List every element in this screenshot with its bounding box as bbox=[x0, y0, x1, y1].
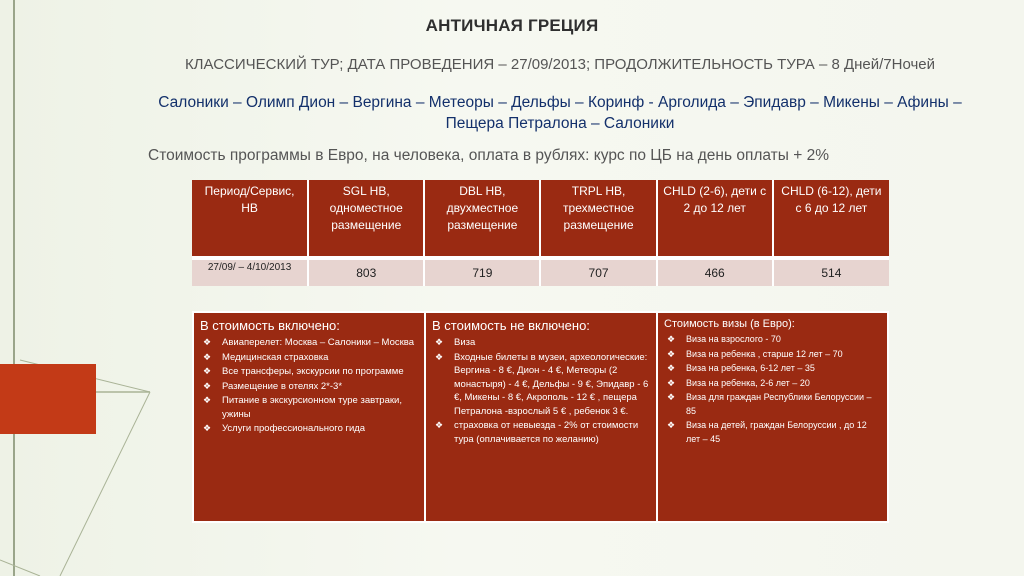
visa-title: Стоимость визы (в Евро): bbox=[664, 318, 795, 330]
diamond-bullet-icon: ❖ bbox=[435, 420, 444, 430]
list-item: ❖ Медицинская страховка bbox=[203, 351, 329, 363]
diamond-bullet-icon: ❖ bbox=[667, 377, 676, 388]
price-table-header-row bbox=[192, 180, 889, 258]
list-item: ❖ Виза на ребенка, 2-6 лет – 20 bbox=[664, 377, 881, 391]
cell-chld-2-6-price: 466 bbox=[657, 258, 773, 286]
list-item: ❖ Виза на ребенка , старше 12 лет – 70 bbox=[664, 348, 881, 362]
list-item: ❖ страховка от невыезда - 2% от стоимости тура (оплачивается по желанию) bbox=[435, 420, 639, 445]
price-table bbox=[192, 180, 889, 286]
list-item: ❖ Виза на детей, граждан Белоруссии , до 12 лет – 45 bbox=[667, 420, 867, 444]
tour-subtitle: КЛАССИЧЕСКИЙ ТУР; ДАТА ПРОВЕДЕНИЯ – 27/09/2013; ПРОДОЛЖИТЕЛЬНОСТЬ ТУРА – 8 Дней/7Ночей bbox=[184, 56, 936, 73]
not-included-title: В стоимость не включено: bbox=[432, 318, 590, 333]
price-note: Стоимость программы в Евро, на человека, оплата в рублях: курс по ЦБ на день оплаты + 2% bbox=[148, 147, 829, 164]
diamond-bullet-icon: ❖ bbox=[203, 351, 212, 362]
diamond-bullet-icon: ❖ bbox=[667, 348, 676, 359]
included-box bbox=[194, 313, 424, 521]
header-period: Период/Сервис, НВ bbox=[192, 180, 308, 258]
list-item: ❖ Все трансферы, экскурсии по программе bbox=[203, 366, 404, 377]
list-item: ❖ Виза на взрослого - 70 bbox=[664, 333, 881, 347]
diamond-bullet-icon: ❖ bbox=[667, 363, 676, 373]
diamond-bullet-icon: ❖ bbox=[203, 380, 212, 391]
diamond-bullet-icon: ❖ bbox=[435, 351, 444, 362]
header-sgl: SGL HB, одноместное размещение bbox=[308, 180, 424, 258]
cell-sgl-price: 803 bbox=[308, 258, 424, 286]
diamond-bullet-icon: ❖ bbox=[203, 366, 212, 376]
price-table-row bbox=[192, 258, 889, 286]
header-dbl: DBL HB, двухместное размещение bbox=[424, 180, 540, 258]
cell-period: 27/09/ – 4/10/2013 bbox=[192, 258, 308, 286]
list-item: ❖ Виза на ребенка, 6-12 лет – 35 bbox=[664, 362, 881, 376]
list-item: ❖ Размещение в отелях 2*-3* bbox=[203, 380, 343, 392]
info-boxes bbox=[192, 311, 889, 523]
page-title: АНТИЧНАЯ ГРЕЦИЯ bbox=[425, 16, 599, 35]
included-list bbox=[200, 336, 418, 436]
not-included-list bbox=[432, 336, 650, 446]
diamond-bullet-icon: ❖ bbox=[203, 423, 212, 433]
diamond-bullet-icon: ❖ bbox=[667, 334, 676, 344]
cell-trpl-price: 707 bbox=[540, 258, 656, 286]
visa-box bbox=[658, 313, 887, 521]
list-item: ❖ Виза bbox=[435, 337, 476, 348]
diamond-bullet-icon: ❖ bbox=[667, 420, 676, 430]
cell-dbl-price: 719 bbox=[424, 258, 540, 286]
visa-list bbox=[664, 333, 881, 446]
tour-route: Салоники – Олимп Дион – Вергина – Метеоры – Дельфы – Коринф - Арголида – Эпидавр – Микены – Афины – Пещера Петралона – Салоники bbox=[158, 94, 962, 132]
diamond-bullet-icon: ❖ bbox=[667, 392, 676, 402]
diamond-bullet-icon: ❖ bbox=[203, 395, 212, 405]
not-included-box bbox=[426, 313, 656, 521]
header-trpl: TRPL HB, трехместное размещение bbox=[540, 180, 656, 258]
list-item: ❖ Питание в экскурсионном туре завтраки, ужины bbox=[203, 395, 402, 420]
diamond-bullet-icon: ❖ bbox=[435, 337, 444, 347]
header-chld-2-6: CHLD (2-6), дети с 2 до 12 лет bbox=[657, 180, 773, 258]
list-item: ❖ Авиаперелет: Москва – Салоники – Москва bbox=[203, 337, 414, 348]
cell-chld-6-12-price: 514 bbox=[773, 258, 889, 286]
diamond-bullet-icon: ❖ bbox=[203, 337, 212, 347]
list-item: ❖ Входные билеты в музеи, археологические: Вергина - 8 €, Дион - 4 €, Метеоры (2 монастыря) - 4 €, Дельфы - 9 €, Эпидавр - 6 €, Микены - 8 €, Акрополь - 12 € , пещера Петралона -взрослый 5 € , ребенок 3 €. bbox=[435, 351, 649, 417]
decorative-lines bbox=[0, 0, 160, 576]
list-item: ❖ Услуги профессионального гида bbox=[203, 423, 366, 434]
decorative-red-shape bbox=[0, 364, 96, 434]
list-item: ❖ Виза для граждан Республики Белоруссии – 85 bbox=[667, 392, 872, 416]
included-title: В стоимость включено: bbox=[200, 318, 340, 333]
header-chld-6-12: CHLD (6-12), дети с 6 до 12 лет bbox=[773, 180, 889, 258]
